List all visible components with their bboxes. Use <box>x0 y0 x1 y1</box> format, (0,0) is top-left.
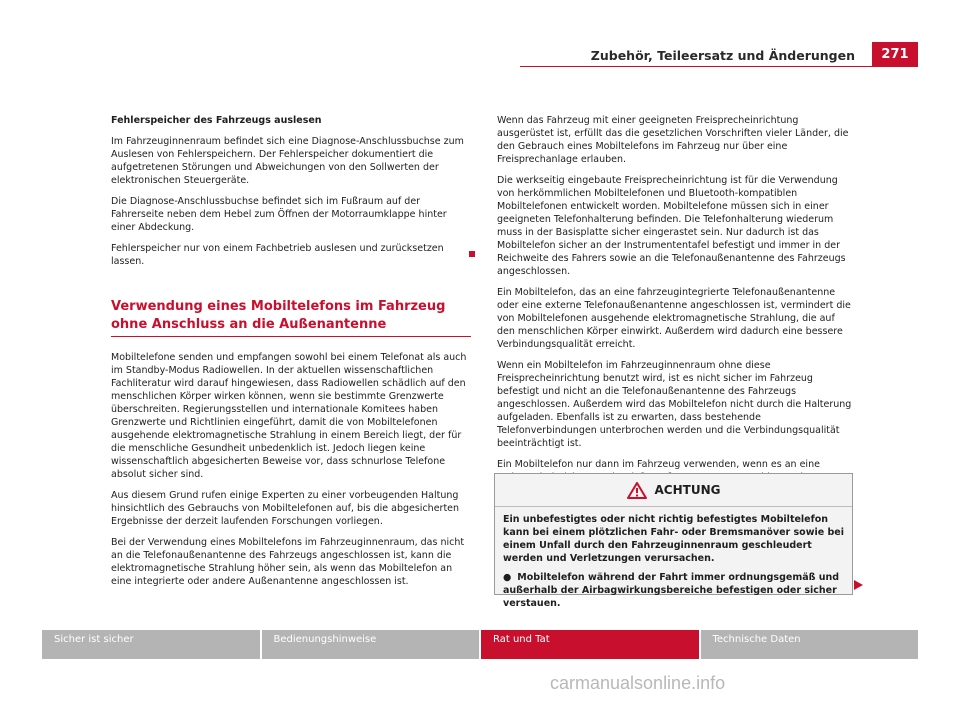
section-heading-mobile-phone: Verwendung eines Mobiltelefons im Fahrzeug ohne Anschluss an die Außenantenne <box>111 298 471 337</box>
subheading-error-memory: Fehlerspeicher des Fahrzeugs auslesen <box>111 115 322 126</box>
warning-bullet-item <box>503 571 844 610</box>
warning-text: Ein unbefestigtes oder nicht richtig befestigtes Mobiltelefon kann bei einem plötzlichen Fahr- oder Bremsmanöver sowie bei einem Unfall durch den Fahrzeuginnenraum geschleudert werden und Verletzungen verursachen. <box>503 514 844 564</box>
paragraph: Ein Mobiltelefon nur dann im Fahrzeug verwenden, wenn es an eine <box>497 459 820 470</box>
footer-tab-technical-data[interactable]: Technische Daten <box>701 630 919 659</box>
paragraph: Bei der Verwendung eines Mobiltelefons im Fahrzeuginnenraum, das nicht an die Telefonaußenantenne des Fahrzeugs angeschlossen ist, kann die elektromagnetische Strahlung höher sein, als wenn das Mobiltelefon an eine integrierte oder andere Außenantenne angeschlossen ist. <box>111 537 465 587</box>
warning-title: ACHTUNG <box>654 483 721 497</box>
warning-header <box>495 474 852 507</box>
paragraph: Wenn ein Mobiltelefon im Fahrzeuginnenraum ohne diese Freisprecheinrichtung benutzt wird, ist es nicht sicher im Fahrzeug befestigt und nicht an die Telefonaußenantenne des Fahrzeugs angeschlossen. Außerdem wird das Mobiltelefon nicht durch die Halterung aufgeladen. Ebenfalls ist zu erwarten, dass bestehende Telefonverbindungen unterbrochen werden und die Verbindungsqualität beeinträchtigt ist. <box>497 360 852 449</box>
header-divider <box>520 66 918 67</box>
section-end-marker <box>469 251 475 257</box>
footer-tab-safety[interactable]: Sicher ist sicher <box>42 630 262 659</box>
paragraph: Ein Mobiltelefon, das an eine fahrzeugintegrierte Telefonaußenantenne oder eine externe Telefonaußenantenne angeschlossen ist, vermindert die von Mobiltelefonen ausgehende elektromagnetische Strahlung, die auf den menschlichen Körper einwirkt. Außerdem wird dadurch eine bessere Verbindungsqualität erreicht. <box>497 287 851 350</box>
page-number: 271 <box>872 42 918 67</box>
paragraph: Im Fahrzeuginnenraum befindet sich eine Diagnose-Anschlussbuchse zum Auslesen von Fehlerspeichern. Der Fehlerspeicher dokumentiert die aufgetretenen Störungen und Abweichungen von den Sollwerten der elektronischen Steuergeräte. <box>111 136 464 186</box>
warning-triangle-icon <box>627 482 647 499</box>
page-header-title: Zubehör, Teileersatz und Änderungen <box>590 48 855 63</box>
footer-tab-advice[interactable]: Rat und Tat <box>481 630 701 659</box>
paragraph: Die werkseitig eingebaute Freisprecheinrichtung ist für die Verwendung von herkömmlichen Mobiltelefonen und Bluetooth-kompatiblen Mobiltelefonen entwickelt worden. Mobiltelefone müssen sich in einer geeigneten Telefonhalterung befinden. Die Telefonhalterung wiederum muss in der Basisplatte sicher eingerastet sein. Nur dadurch ist das Mobiltelefon sicher an der Instrumententafel befestigt und immer in der Reichweite des Fahrers sowie an die Telefonaußenantenne des Fahrzeugs angeschlossen. <box>497 175 846 277</box>
paragraph: Wenn das Fahrzeug mit einer geeigneten Freisprecheinrichtung ausgerüstet ist, erfüllt das die gesetzlichen Vorschriften vieler Länder, die den Gebrauch eines Mobiltelefons im Fahrzeug nur über eine Freisprechanlage erlauben. <box>497 115 849 165</box>
paragraph-text: Fehlerspeicher nur von einem Fachbetrieb auslesen und zurücksetzen lassen. <box>111 243 444 267</box>
watermark: carmanualsonline.info <box>550 673 726 693</box>
footer-tab-operation[interactable]: Bedienungshinweise <box>262 630 482 659</box>
right-column <box>497 114 855 492</box>
paragraph <box>111 242 471 268</box>
warning-box <box>494 473 853 609</box>
left-column <box>111 114 471 596</box>
footer-chapter-nav <box>42 630 918 659</box>
paragraph: Die Diagnose-Anschlussbuchse befindet sich im Fußraum auf der Fahrerseite neben dem Hebel zum Öffnen der Motorraumklappe hinter einer Abdeckung. <box>111 196 447 233</box>
bullet-icon: ● <box>503 572 512 583</box>
warning-body <box>495 507 852 610</box>
paragraph: Aus diesem Grund rufen einige Experten zu einer vorbeugenden Haltung hinsichtlich des Gebrauchs von Mobiltelefonen auf, bis die abgesicherten Ergebnisse der derzeit laufenden Forschungen vorliegen. <box>111 490 460 527</box>
paragraph: Mobiltelefone senden und empfangen sowohl bei einem Telefonat als auch im Standby-Modus Radiowellen. In der aktuellen wissenschaftlichen Fachliteratur wird darauf hingewiesen, dass Radiowellen schädlich auf den menschlichen Körper wirken können, wenn sie bestimmte Grenzwerte überschreiten. Regierungsstellen und internationale Komitees haben Grenzwerte und Richtlinien eingeführt, damit die von Mobiltelefonen ausgehende elektromagnetische Strahlung in einem Bereich liegt, der für die menschliche Gesundheit unbedenklich ist. Jedoch liegen keine wissenschaftlich abgesicherten Beweise vor, dass schnurlose Telefone absolut sicher sind. <box>111 352 467 480</box>
warning-bullet-text: Mobiltelefon während der Fahrt immer ordnungsgemäß und außerhalb der Airbagwirkungsbereiche befestigen oder sicher verstauen. <box>503 572 840 609</box>
continue-arrow-icon <box>854 580 863 590</box>
